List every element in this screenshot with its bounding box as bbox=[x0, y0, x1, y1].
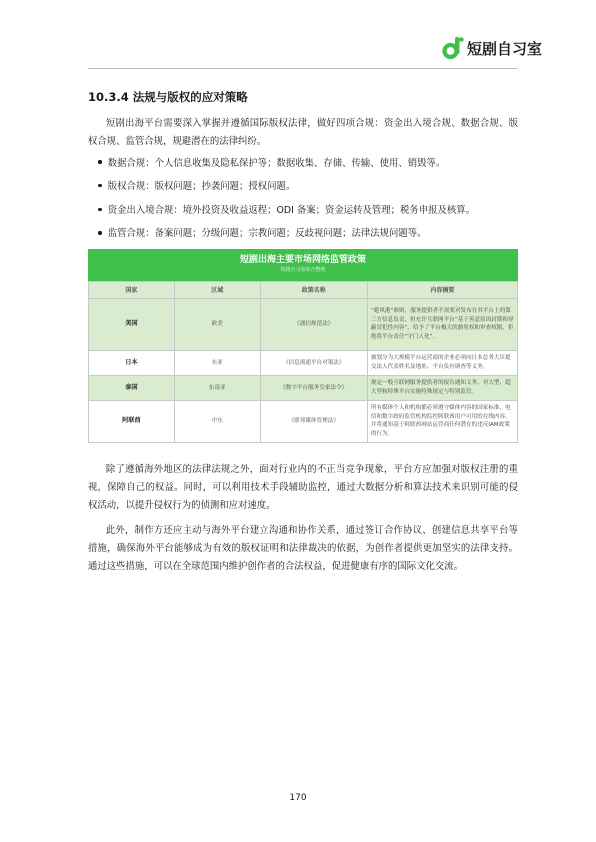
cell-country: 美国 bbox=[89, 298, 175, 350]
cell-summary: 所有媒体个人和机构都必须遵守媒体内容的国家标准，电信和数字政府监管机构监控阿联酋用户可用的在线内容，并将通知基于阿联酋网站运营商任何潜在的违反IAM政策的行为。 bbox=[367, 400, 517, 442]
policy-table-figure bbox=[88, 249, 518, 443]
header-country: 国家 bbox=[89, 281, 175, 298]
list-item: 数据合规：个人信息收集及隐私保护等；数据收集、存储、传输、使用、销毁等。 bbox=[88, 155, 518, 173]
header-rule bbox=[88, 68, 518, 69]
table-header-row bbox=[89, 281, 518, 298]
cell-summary: 规定一般互联网服务提供者的报告通知义务、对大型、超大型和特殊平台实施特殊规定与特别监管。 bbox=[367, 375, 517, 400]
cell-country: 阿联酋 bbox=[89, 400, 175, 442]
intro-paragraph: 短剧出海平台需要深入掌握并遵循国际版权法律，做好四项合规：资金出入境合规、数据合规、版权合规、监管合规，规避潜在的法律纠纷。 bbox=[88, 118, 518, 147]
bullet-icon bbox=[98, 184, 101, 187]
policy-table bbox=[88, 281, 518, 443]
page-number: 170 bbox=[289, 793, 307, 803]
cell-region: 欧美 bbox=[174, 298, 260, 350]
table-title-bar bbox=[88, 249, 518, 281]
brand-logo bbox=[442, 36, 542, 60]
bullet-icon bbox=[98, 231, 101, 234]
list-item: 资金出入境合规：境外投资及收益返程；ODI 备案；资金运转及管理；税务申报及核算。 bbox=[88, 202, 518, 220]
cell-summary: “避风港”准则，服务提供者不需要对发布在其平台上的第三方信息负责，但允许互联网平台”基于善意原因封锁和屏蔽冒犯性内容”，给予了平台极大的豁免权和审查权限，拒绝将平台责任”守门人化”。 bbox=[367, 298, 517, 350]
cell-policy: 《信息流通平台对策法》 bbox=[260, 350, 367, 375]
list-item: 监管合规：备案问题；分级问题；宗教问题；反歧视问题；法律法规问题等。 bbox=[88, 225, 518, 243]
cell-summary: 被划分为大规模平台运营商的企业必须向日本总务大臣提交法人代表姓名及地址、平台负有调查等义务。 bbox=[367, 350, 517, 375]
body-paragraph: 此外，制作方还应主动与海外平台建立沟通和协作关系，通过签订合作协议、创建信息共享平台等措施，确保海外平台能够成为有效的版权证明和法律裁决的依据，为创作者提供更加坚实的法律支持。通过这些措施，可以在全球范围内维护创作者的合法权益，促进健康有序的国际文化交流。 bbox=[88, 525, 518, 572]
cell-policy: 《联邦媒体管理法》 bbox=[260, 400, 367, 442]
cell-region: 中东 bbox=[174, 400, 260, 442]
table-row bbox=[89, 298, 518, 350]
cell-country: 日本 bbox=[89, 350, 175, 375]
cell-country: 泰国 bbox=[89, 375, 175, 400]
brand-logo-icon bbox=[442, 36, 464, 60]
table-title: 短剧出海主要市场网络监管政策 bbox=[239, 254, 366, 265]
cell-region: 东南亚 bbox=[174, 375, 260, 400]
cell-policy: 《数字平台服务皇家法令》 bbox=[260, 375, 367, 400]
table-row bbox=[89, 375, 518, 400]
table-row bbox=[89, 400, 518, 442]
section-title: 10.3.4 法规与版权的应对策略 bbox=[88, 90, 248, 104]
table-subtitle: 短剧自习室综合整理 bbox=[280, 266, 326, 273]
header-policy: 政策名称 bbox=[260, 281, 367, 298]
cell-policy: 《通信规范法》 bbox=[260, 298, 367, 350]
bullet-icon bbox=[98, 208, 101, 211]
body-paragraph: 除了遵循海外地区的法律法规之外，面对行业内的不正当竞争现象，平台方应加强对版权注册的重视，保障自己的权益。同时，可以利用技术手段辅助监控，通过大数据分析和算法技术来识别可能的侵权活动，以提升侵权行为的侦测和应对速度。 bbox=[88, 463, 518, 511]
header-summary: 内容摘要 bbox=[367, 281, 517, 298]
table-row bbox=[89, 350, 518, 375]
header-region: 区域 bbox=[174, 281, 260, 298]
list-item: 版权合规：版权问题；抄袭问题；授权问题。 bbox=[88, 178, 518, 196]
brand-logo-text: 短剧自习室 bbox=[466, 39, 542, 58]
compliance-list bbox=[88, 155, 518, 243]
page-content bbox=[88, 90, 518, 576]
cell-region: 东亚 bbox=[174, 350, 260, 375]
bullet-icon bbox=[98, 160, 101, 163]
